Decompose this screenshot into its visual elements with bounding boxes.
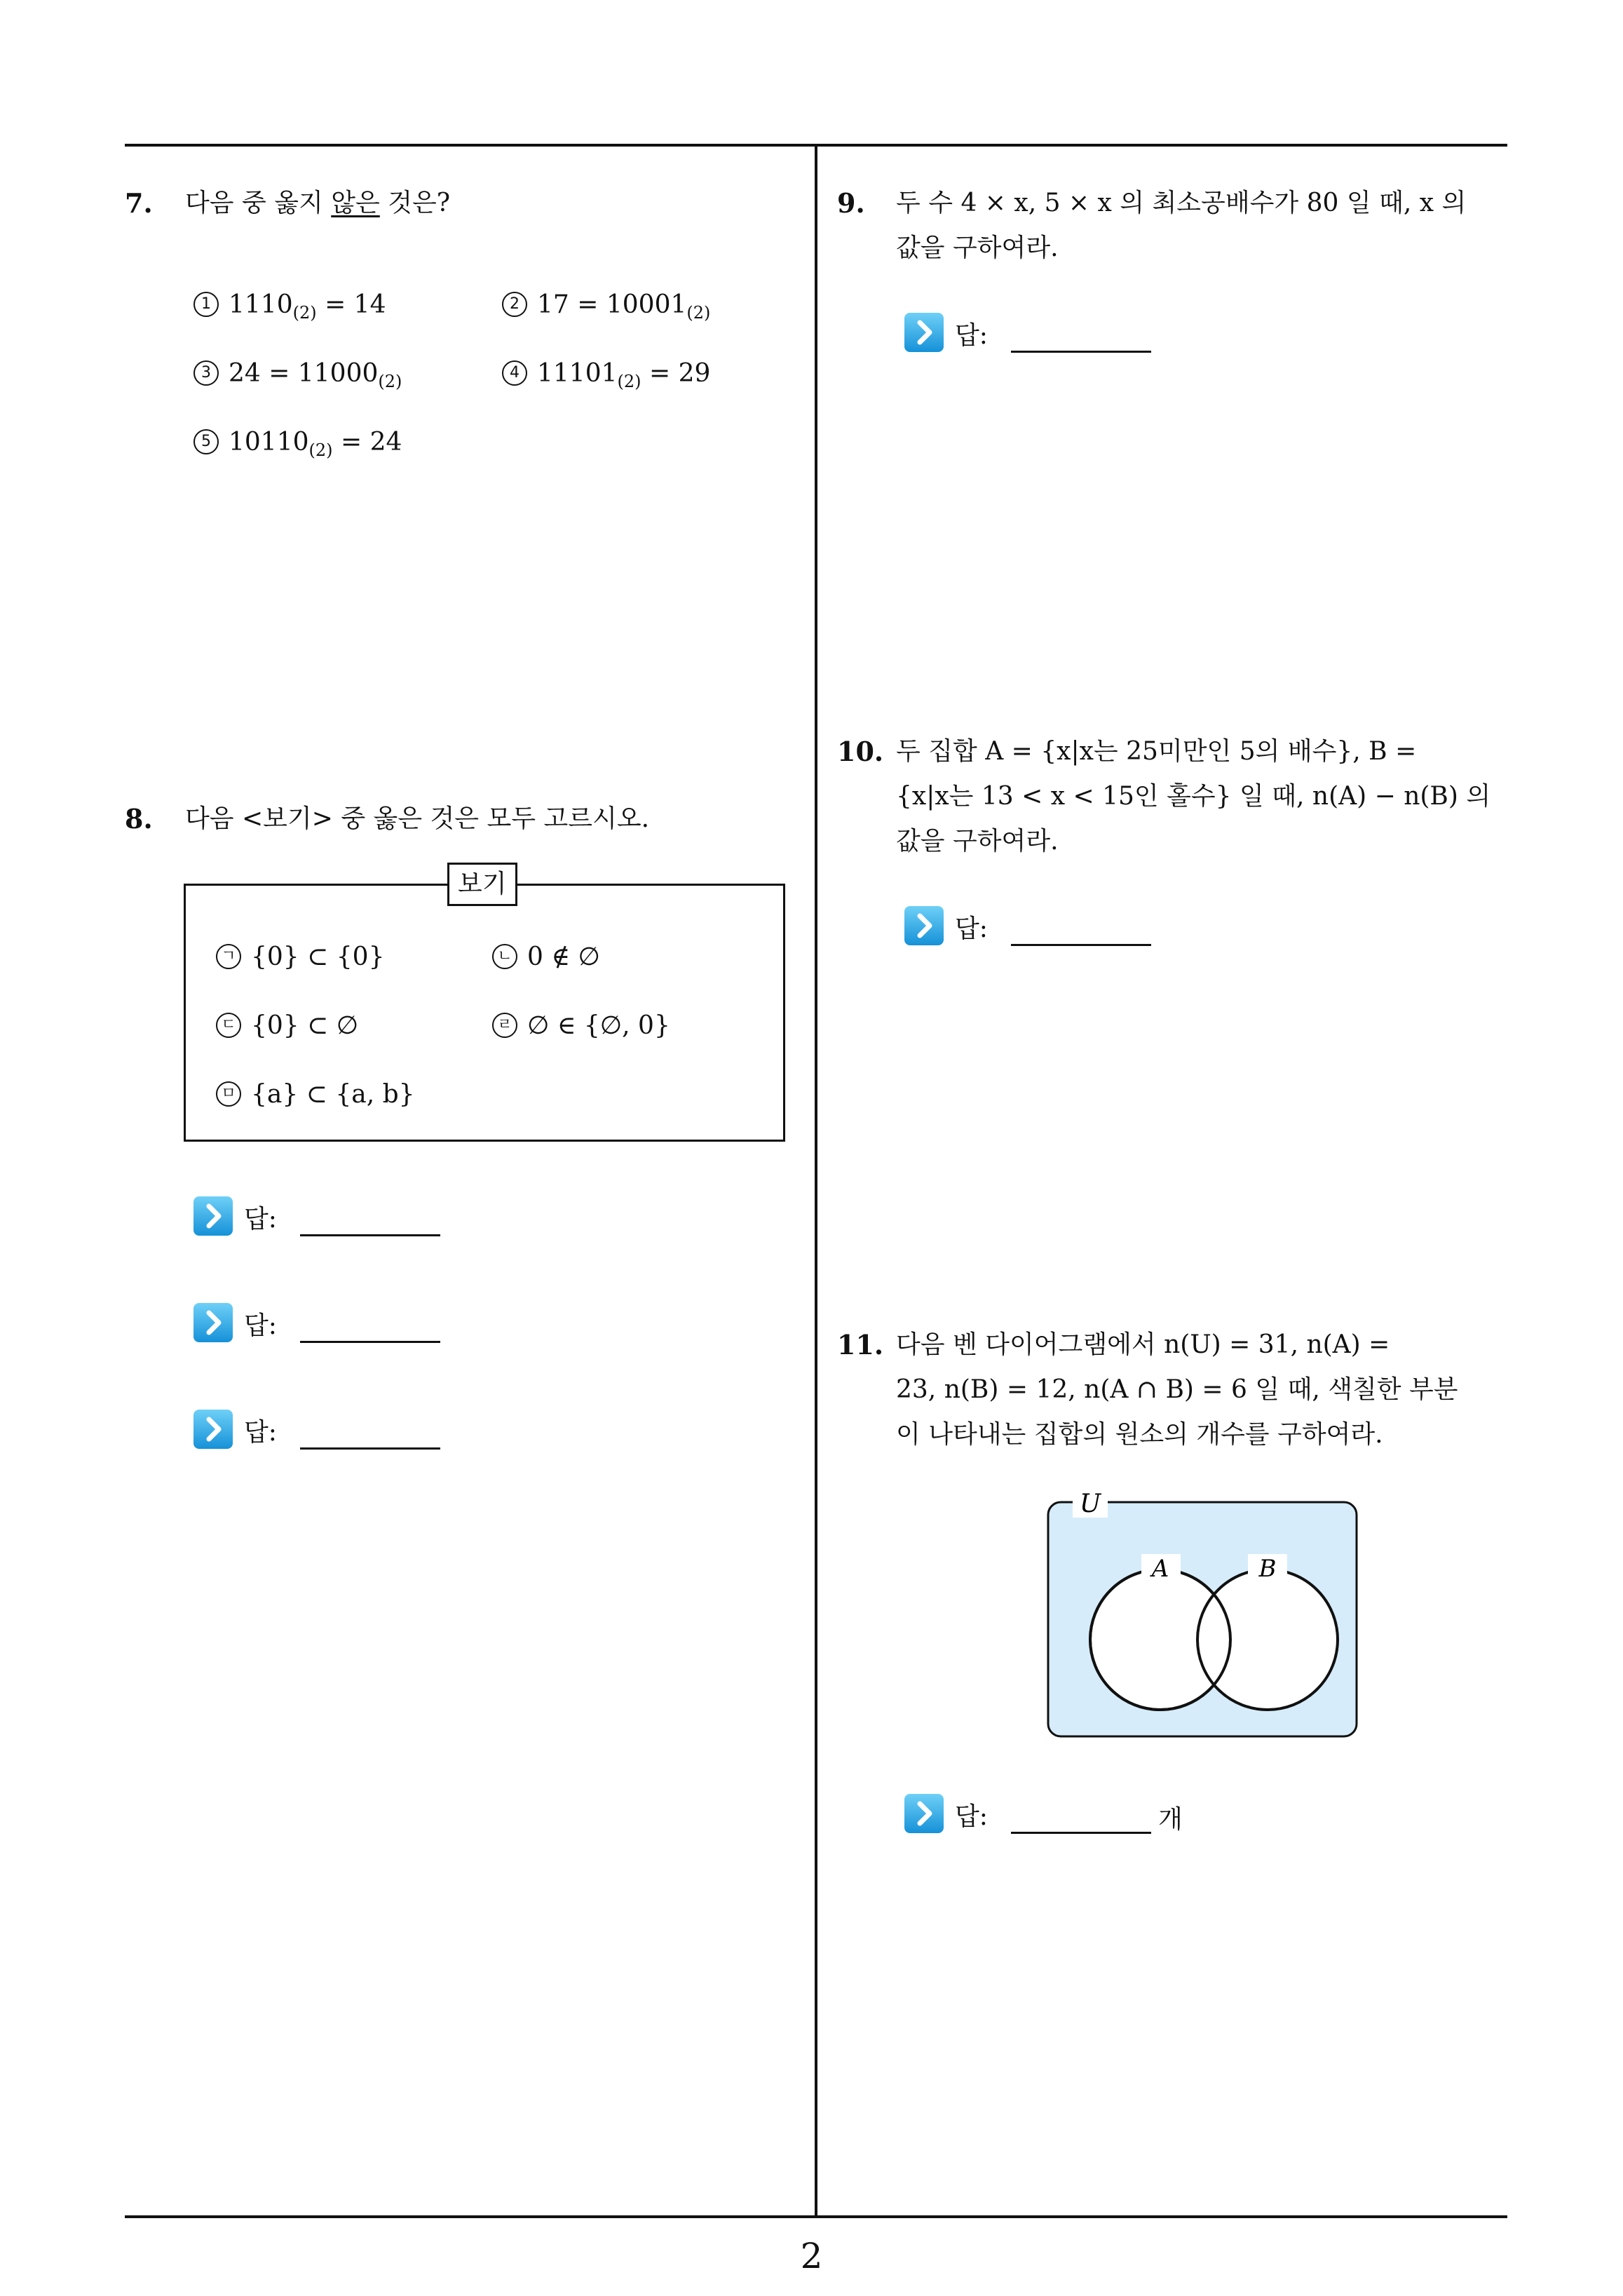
q7-option-3[interactable]: 3 $24 = 11000_{(2)}$ [193, 359, 402, 391]
option-marker: 4 [502, 360, 527, 386]
item-marker: ㅁ [216, 1081, 241, 1107]
venn-universe-label: U [1079, 1490, 1101, 1518]
item-marker: ㄷ [216, 1013, 241, 1038]
q8-item-3: ㄷ {0} ⊂ ∅ [216, 1011, 358, 1040]
answer-label: 답: [244, 1418, 277, 1447]
option-marker: 5 [193, 429, 219, 454]
venn-set-a-label: A [1151, 1555, 1169, 1583]
q11-answer[interactable] [904, 1794, 1227, 1843]
question-number: 11. [837, 1329, 884, 1360]
q10-answer[interactable] [904, 906, 1199, 955]
option-marker: 2 [502, 292, 527, 317]
question-stem-line: 두 집합 A = {x|x는 25미만인 5의 배수}, B = [896, 737, 1417, 766]
question-9 [837, 181, 1510, 279]
question-stem-line: 두 수 4 × x, 5 × x 의 최소공배수가 80 일 때, x 의 [896, 189, 1467, 217]
q7-option-5[interactable]: 5 $10110_{(2)} = 24$ [193, 428, 402, 460]
chevron-right-icon [904, 906, 944, 945]
q7-option-2[interactable]: 2 $17 = 10001_{(2)}$ [502, 290, 710, 323]
question-number: 8. [125, 803, 153, 835]
question-stem: 다음 <보기> 중 옳은 것은 모두 고르시오. [185, 804, 650, 833]
question-stem-line: 값을 구하여라. [896, 827, 1059, 856]
answer-label: 답: [244, 1311, 277, 1340]
q8-answer-3[interactable] [193, 1410, 488, 1459]
answer-blank[interactable] [1011, 351, 1151, 353]
answer-blank[interactable] [300, 1447, 440, 1450]
question-7 [125, 181, 784, 237]
answer-blank[interactable] [300, 1234, 440, 1236]
answer-label: 답: [955, 914, 988, 943]
bottom-rule [125, 2215, 1507, 2218]
question-stem-line: 이 나타내는 집합의 원소의 개수를 구하여라. [896, 1420, 1383, 1449]
q8-item-4: ㄹ ∅ ∈ {∅, 0} [492, 1011, 670, 1040]
example-box-title: 보기 [447, 863, 517, 906]
chevron-right-icon [193, 1303, 233, 1342]
item-marker: ㄱ [216, 944, 241, 969]
q8-item-1: ㄱ {0} ⊂ {0} [216, 943, 384, 971]
chevron-right-icon [193, 1196, 233, 1236]
chevron-right-icon [904, 1794, 944, 1833]
question-stem: 다음 중 옳지 않은 것은? [185, 189, 451, 217]
question-number: 7. [125, 187, 153, 219]
option-marker: 1 [193, 292, 219, 317]
q7-option-1[interactable]: 1 $1110_{(2)} = 14$ [193, 290, 386, 323]
question-11 [837, 1323, 1510, 1463]
q8-item-5: ㅁ {a} ⊂ {a, b} [216, 1080, 415, 1109]
question-stem-line: {x|x는 13 < x < 15인 홀수} 일 때, n(A) − n(B) 의 [896, 782, 1491, 811]
venn-set-b-label: B [1258, 1555, 1277, 1583]
chevron-right-icon [904, 313, 944, 352]
column-divider [815, 144, 817, 2218]
question-stem-line: 다음 벤 다이어그램에서 n(U) = 31, n(A) = [896, 1330, 1390, 1359]
answer-unit: 개 [1158, 1805, 1183, 1834]
answer-blank[interactable] [300, 1341, 440, 1343]
page-number: 2 [800, 2236, 823, 2276]
q8-answer-2[interactable] [193, 1303, 488, 1352]
venn-diagram [1045, 1487, 1367, 1746]
answer-label: 답: [955, 1802, 988, 1831]
question-10 [837, 729, 1510, 870]
venn-set-b [1197, 1569, 1338, 1710]
question-stem-line: 값을 구하여라. [896, 234, 1059, 262]
q9-answer[interactable] [904, 313, 1199, 362]
q8-answer-1[interactable] [193, 1196, 488, 1245]
item-marker: ㄹ [492, 1013, 517, 1038]
answer-blank[interactable] [1011, 1832, 1151, 1834]
answer-blank[interactable] [1011, 944, 1151, 946]
chevron-right-icon [193, 1410, 233, 1449]
question-stem-line: 23, n(B) = 12, n(A ∩ B) = 6 일 때, 색칠한 부분 [896, 1375, 1458, 1404]
question-number: 10. [837, 736, 884, 767]
item-marker: ㄴ [492, 944, 517, 969]
question-8 [125, 797, 784, 846]
option-marker: 3 [193, 360, 219, 386]
q8-item-2: ㄴ 0 ∉ ∅ [492, 943, 600, 971]
answer-label: 답: [244, 1205, 277, 1234]
question-number: 9. [837, 187, 865, 219]
q7-option-4[interactable]: 4 $11101_{(2)} = 29$ [502, 359, 710, 391]
answer-label: 답: [955, 321, 988, 350]
underlined-word: 않은 [331, 189, 380, 217]
